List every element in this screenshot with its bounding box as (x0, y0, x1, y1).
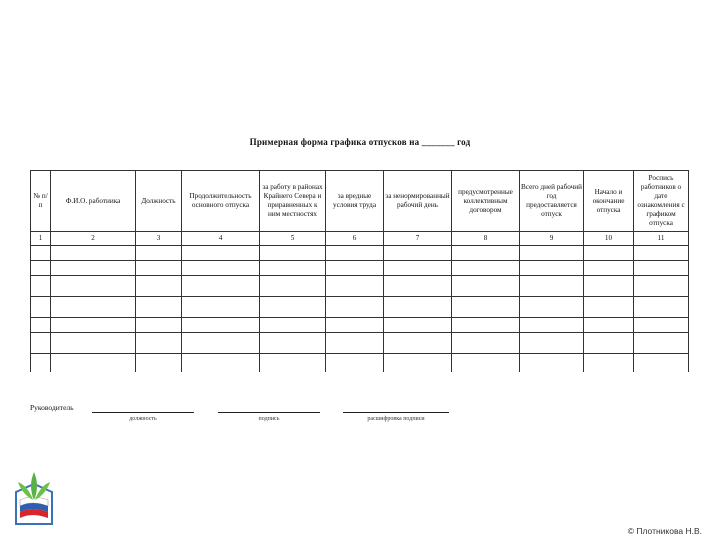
column-number: 4 (182, 232, 260, 246)
col-header-name: Ф.И.О. работника (51, 171, 136, 232)
signature-line-signature (218, 412, 320, 413)
table-row (31, 276, 689, 297)
signature-caption-decoding: расшифровка подписи (367, 416, 425, 422)
column-number: 1 (31, 232, 51, 246)
column-number: 10 (584, 232, 634, 246)
vacation-schedule-table (30, 170, 689, 372)
col-header-north-leave: за работу в районах Крайнего Севера и приравненных к ним местностях (260, 171, 326, 232)
copyright-text: © Плотникова Н.В. (627, 526, 702, 536)
column-number: 7 (384, 232, 452, 246)
table-row (31, 297, 689, 318)
col-header-position: Должность (136, 171, 182, 232)
table-row (31, 261, 689, 276)
col-header-collective-agreement-leave: предусмотренные коллективным договором (452, 171, 520, 232)
column-number: 6 (326, 232, 384, 246)
col-header-irregular-day-leave: за ненормированный рабочий день (384, 171, 452, 232)
column-number: 9 (520, 232, 584, 246)
column-number: 2 (51, 232, 136, 246)
signature-caption-position: должность (129, 416, 157, 422)
table-row (31, 333, 689, 354)
signature-caption-signature: подпись (258, 416, 280, 422)
table-row (31, 354, 689, 373)
column-number-row (31, 232, 689, 246)
signature-line-position (92, 412, 194, 413)
signature-label: Руководитель (30, 403, 74, 412)
signature-line-decoding (343, 412, 449, 413)
table-row (31, 246, 689, 261)
col-header-total-days: Всего дней рабочий год предоставляется отпуск (520, 171, 584, 232)
col-header-hazard-leave: за вредные условия труда (326, 171, 384, 232)
col-header-signature: Роспись работников о дате ознакомления с графиком отпуска (634, 171, 689, 232)
union-logo-icon (12, 470, 56, 528)
table-row (31, 318, 689, 333)
column-number: 8 (452, 232, 520, 246)
col-header-start-end: Начало и окончание отпуска (584, 171, 634, 232)
column-number: 3 (136, 232, 182, 246)
col-header-number: № п/п (31, 171, 51, 232)
header-row (31, 171, 689, 232)
column-number: 11 (634, 232, 689, 246)
column-number: 5 (260, 232, 326, 246)
document-title: Примерная форма графика отпусков на _______ год (249, 137, 471, 147)
col-header-main-leave: Продолжительность основного отпуска (182, 171, 260, 232)
